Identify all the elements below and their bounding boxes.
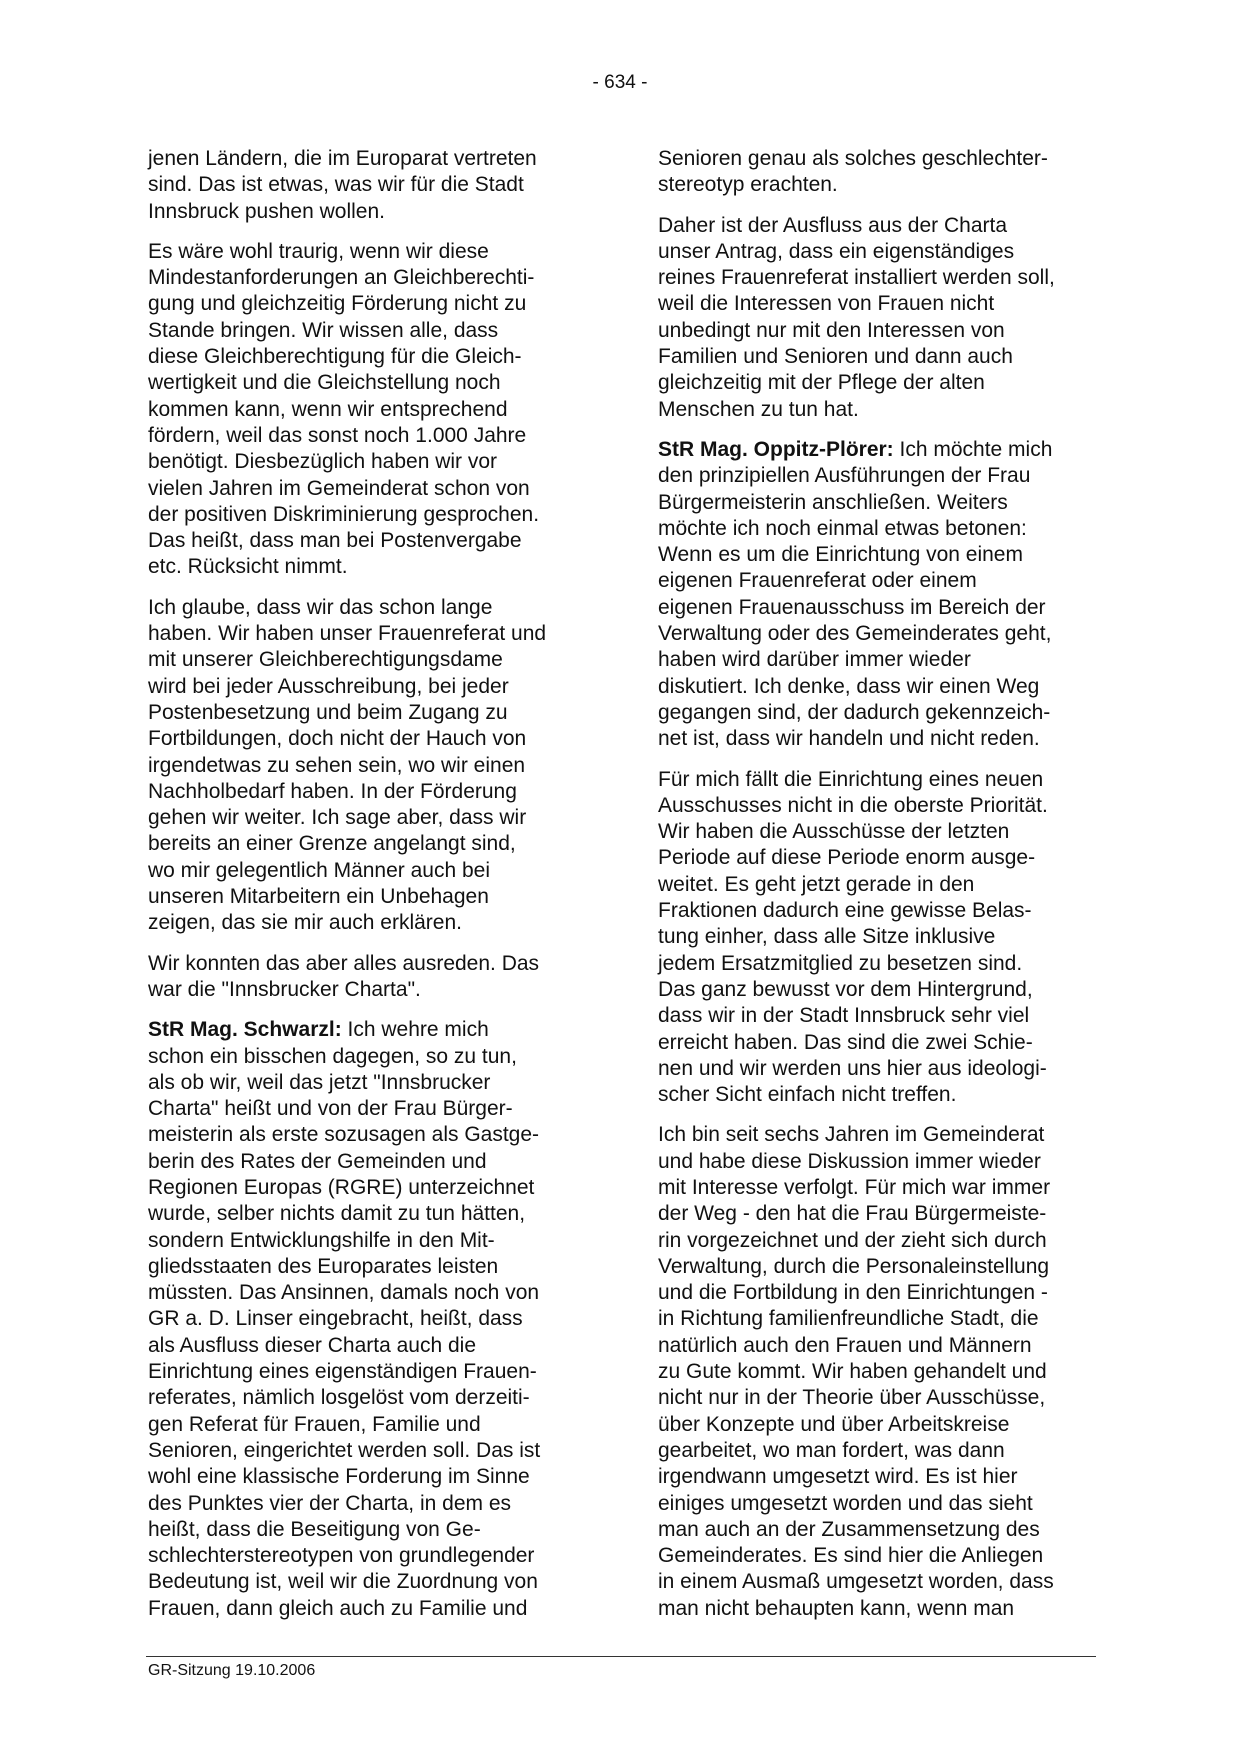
paragraph: [148, 595, 588, 937]
paragraph-line: Charta" heißt und von der Frau Bürger-: [148, 1097, 513, 1121]
paragraph-line: weil die Interessen von Frauen nicht: [658, 292, 995, 316]
paragraph-line: eigenen Frauenausschuss im Bereich der: [658, 595, 1046, 619]
paragraph-line: Verwaltung, durch die Personaleinstellung: [658, 1254, 1050, 1278]
paragraph-line: und habe diese Diskussion immer wieder: [658, 1149, 1041, 1173]
paragraph-line: Es wäre wohl traurig, wenn wir diese: [148, 239, 489, 263]
paragraph-line: heißt, dass die Beseitigung von Ge-: [148, 1517, 481, 1541]
paragraph-line: Bedeutung ist, weil wir die Zuordnung von: [148, 1570, 538, 1594]
paragraph-line: irgendwann umgesetzt wird. Es ist hier: [658, 1465, 1018, 1489]
paragraph-line: Das ganz bewusst vor dem Hintergrund,: [658, 977, 1033, 1001]
paragraph-line: Stande bringen. Wir wissen alle, dass: [148, 318, 499, 342]
paragraph-line: schlechterstereotypen von grundlegender: [148, 1544, 535, 1568]
paragraph-line: diskutiert. Ich denke, dass wir einen Weg: [658, 674, 1040, 698]
paragraph-line: wird bei jeder Ausschreibung, bei jeder: [148, 674, 509, 698]
paragraph-line: sondern Entwicklungshilfe in den Mit-: [148, 1228, 495, 1252]
paragraph-line: rin vorgezeichnet und der zieht sich durch: [658, 1228, 1047, 1252]
paragraph-line: Fraktionen dadurch eine gewisse Belas-: [658, 899, 1032, 923]
left-column: [148, 146, 588, 1636]
paragraph-line: [148, 1017, 588, 1043]
paragraph-line: bereits an einer Grenze angelangt sind,: [148, 832, 516, 856]
paragraph-line: Ich glaube, dass wir das schon lange: [148, 595, 493, 619]
footer-divider: [146, 1656, 1096, 1657]
paragraph-line: haben. Wir haben unser Frauenreferat und: [148, 622, 547, 646]
paragraph-body: [658, 463, 1103, 752]
paragraph-line: des Punktes vier der Charta, in dem es: [148, 1491, 512, 1515]
paragraph-line: wohl eine klassische Forderung im Sinne: [148, 1465, 530, 1489]
paragraph-line: man auch an der Zusammensetzung des: [658, 1517, 1040, 1541]
paragraph-line: natürlich auch den Frauen und Männern: [658, 1333, 1032, 1357]
paragraph-line: kommen kann, wenn wir entsprechend: [148, 397, 508, 421]
paragraph-line: Verwaltung oder des Gemeinderates geht,: [658, 622, 1052, 646]
paragraph-line: Wenn es um die Einrichtung von einem: [658, 543, 1023, 567]
paragraph-line: mit unserer Gleichberechtigungsdame: [148, 648, 503, 672]
paragraph-line: zu Gute kommt. Wir haben gehandelt und: [658, 1360, 1047, 1384]
paragraph-line: meisterin als erste sozusagen als Gastge-: [148, 1123, 540, 1147]
paragraph-line: gung und gleichzeitig Förderung nicht zu: [148, 292, 527, 316]
paragraph-line: net ist, dass wir handeln und nicht reden.: [658, 727, 1040, 751]
paragraph-line: möchte ich noch einmal etwas betonen:: [658, 516, 1027, 540]
paragraph-line: unbedingt nur mit den Interessen von: [658, 318, 1005, 342]
speaker-name: StR Mag. Oppitz-Plörer:: [658, 437, 894, 461]
paragraph-line: jenen Ländern, die im Europarat vertreten: [148, 147, 537, 170]
paragraph-line: benötigt. Diesbezüglich haben wir vor: [148, 450, 498, 474]
paragraph-line: Senioren, eingerichtet werden soll. Das ist: [148, 1438, 541, 1462]
paragraph-line: eigenen Frauenreferat oder einem: [658, 569, 977, 593]
paragraph-line: der positiven Diskriminierung gesprochen.: [148, 502, 540, 526]
paragraph-line: als ob wir, weil das jetzt "Innsbrucker: [148, 1070, 491, 1094]
paragraph-line: Nachholbedarf haben. In der Förderung: [148, 779, 517, 803]
paragraph-line: Frauen, dann gleich auch zu Familie und: [148, 1596, 528, 1620]
line-text: Ich möchte mich: [893, 437, 1053, 461]
paragraph-line: Ausschusses nicht in die oberste Priorität.: [658, 793, 1048, 817]
paragraph: [148, 146, 588, 225]
paragraph-line: über Konzepte und über Arbeitskreise: [658, 1412, 1010, 1436]
paragraph-line: gegangen sind, der dadurch gekennzeich-: [658, 700, 1051, 724]
paragraph-line: wertigkeit und die Gleichstellung noch: [148, 371, 501, 395]
paragraph-line: Familien und Senioren und dann auch: [658, 345, 1013, 369]
paragraph: [148, 951, 588, 1004]
paragraph-line: gleichzeitig mit der Pflege der alten: [658, 371, 985, 395]
paragraph-line: gehen wir weiter. Ich sage aber, dass wir: [148, 806, 527, 830]
paragraph-line: irgendetwas zu sehen sein, wo wir einen: [148, 753, 526, 777]
paragraph-line: vielen Jahren im Gemeinderat schon von: [148, 476, 530, 500]
paragraph-line: nicht nur in der Theorie über Ausschüsse,: [658, 1386, 1046, 1410]
paragraph-line: zeigen, das sie mir auch erklären.: [148, 911, 462, 935]
paragraph-line: [658, 437, 1103, 463]
paragraph-line: diese Gleichberechtigung für die Gleich-: [148, 345, 522, 369]
paragraph-line: und die Fortbildung in den Einrichtungen -: [658, 1281, 1048, 1305]
paragraph-line: haben wird darüber immer wieder: [658, 648, 971, 672]
paragraph-line: Periode auf diese Periode enorm ausge-: [658, 846, 1036, 870]
paragraph-line: Wir konnten das aber alles ausreden. Das: [148, 951, 540, 975]
paragraph: [148, 239, 588, 581]
paragraph-line: als Ausfluss dieser Charta auch die: [148, 1333, 477, 1357]
paragraph-line: Für mich fällt die Einrichtung eines neuen: [658, 767, 1044, 791]
paragraph-line: den prinzipiellen Ausführungen der Frau: [658, 464, 1031, 488]
paragraph-line: fördern, weil das sonst noch 1.000 Jahre: [148, 423, 527, 447]
paragraph-line: Gemeinderates. Es sind hier die Anliegen: [658, 1544, 1044, 1568]
paragraph-line: in Richtung familienfreundliche Stadt, die: [658, 1307, 1039, 1331]
paragraph-line: Menschen zu tun hat.: [658, 397, 859, 421]
paragraph-line: schon ein bisschen dagegen, so zu tun,: [148, 1044, 517, 1068]
paragraph-line: der Weg - den hat die Frau Bürgermeiste-: [658, 1202, 1047, 1226]
paragraph-line: Wir haben die Ausschüsse der letzten: [658, 820, 1010, 844]
paragraph-line: müssten. Das Ansinnen, damals noch von: [148, 1281, 540, 1305]
speaker-name: StR Mag. Schwarzl:: [148, 1018, 342, 1042]
paragraph-line: berin des Rates der Gemeinden und: [148, 1149, 487, 1173]
paragraph-line: wo mir gelegentlich Männer auch bei: [148, 858, 491, 882]
paragraph: [658, 767, 1103, 1109]
line-text: Ich wehre mich: [341, 1018, 489, 1042]
paragraph-line: gearbeitet, wo man fordert, was dann: [658, 1438, 1005, 1462]
paragraph-line: dass wir in der Stadt Innsbruck sehr viel: [658, 1004, 1030, 1028]
paragraph-line: man nicht behaupten kann, wenn man: [658, 1596, 1015, 1620]
paragraph: [658, 1122, 1103, 1622]
paragraph-line: reines Frauenreferat installiert werden soll,: [658, 266, 1055, 290]
paragraph-line: war die "Innsbrucker Charta".: [148, 977, 421, 1001]
speaker-paragraph: [148, 1017, 588, 1622]
paragraph-line: gliedsstaaten des Europarates leisten: [148, 1254, 499, 1278]
paragraph-line: Einrichtung eines eigenständigen Frauen-: [148, 1360, 537, 1384]
page-number: - 634 -: [592, 72, 648, 93]
paragraph-line: sind. Das ist etwas, was wir für die Stadt: [148, 173, 524, 197]
footer-session-date: GR-Sitzung 19.10.2006: [148, 1662, 316, 1679]
paragraph-line: etc. Rücksicht nimmt.: [148, 555, 348, 579]
paragraph-line: Innsbruck pushen wollen.: [148, 199, 385, 223]
speaker-paragraph: [658, 437, 1103, 753]
paragraph-line: referates, nämlich losgelöst vom derzeiti-: [148, 1386, 530, 1410]
paragraph-line: einiges umgesetzt worden und das sieht: [658, 1491, 1033, 1515]
paragraph-line: GR a. D. Linser eingebracht, heißt, dass: [148, 1307, 523, 1331]
paragraph-line: unser Antrag, dass ein eigenständiges: [658, 239, 1015, 263]
paragraph-line: tung einher, dass alle Sitze inklusive: [658, 925, 996, 949]
paragraph-line: Senioren genau als solches geschlechter-: [658, 147, 1048, 170]
paragraph-line: gen Referat für Frauen, Familie und: [148, 1412, 481, 1436]
paragraph-line: Das heißt, dass man bei Postenvergabe: [148, 529, 522, 553]
paragraph-line: nen und wir werden uns hier aus ideologi-: [658, 1056, 1047, 1080]
paragraph-line: Bürgermeisterin anschließen. Weiters: [658, 490, 1008, 514]
paragraph-line: erreicht haben. Das sind die zwei Schie-: [658, 1030, 1033, 1054]
paragraph-line: Regionen Europas (RGRE) unterzeichnet: [148, 1175, 535, 1199]
paragraph-line: mit Interesse verfolgt. Für mich war immer: [658, 1175, 1051, 1199]
paragraph-line: Fortbildungen, doch nicht der Hauch von: [148, 727, 527, 751]
paragraph-line: stereotyp erachten.: [658, 173, 838, 197]
paragraph-line: weitet. Es geht jetzt gerade in den: [658, 872, 975, 896]
paragraph-line: unseren Mitarbeitern ein Unbehagen: [148, 885, 489, 909]
paragraph-line: in einem Ausmaß umgesetzt worden, dass: [658, 1570, 1054, 1594]
paragraph-line: scher Sicht einfach nicht treffen.: [658, 1083, 957, 1107]
paragraph-line: jedem Ersatzmitglied zu besetzen sind.: [658, 951, 1023, 975]
paragraph-line: Ich bin seit sechs Jahren im Gemeinderat: [658, 1123, 1045, 1147]
paragraph: [658, 213, 1103, 423]
paragraph-line: Postenbesetzung und beim Zugang zu: [148, 700, 508, 724]
paragraph: [658, 146, 1103, 199]
paragraph-line: Mindestanforderungen an Gleichberechti-: [148, 266, 535, 290]
right-column: [658, 146, 1103, 1636]
paragraph-line: Daher ist der Ausfluss aus der Charta: [658, 213, 1008, 237]
paragraph-line: wurde, selber nichts damit zu tun hätten,: [148, 1202, 526, 1226]
paragraph-body: [148, 1044, 588, 1623]
